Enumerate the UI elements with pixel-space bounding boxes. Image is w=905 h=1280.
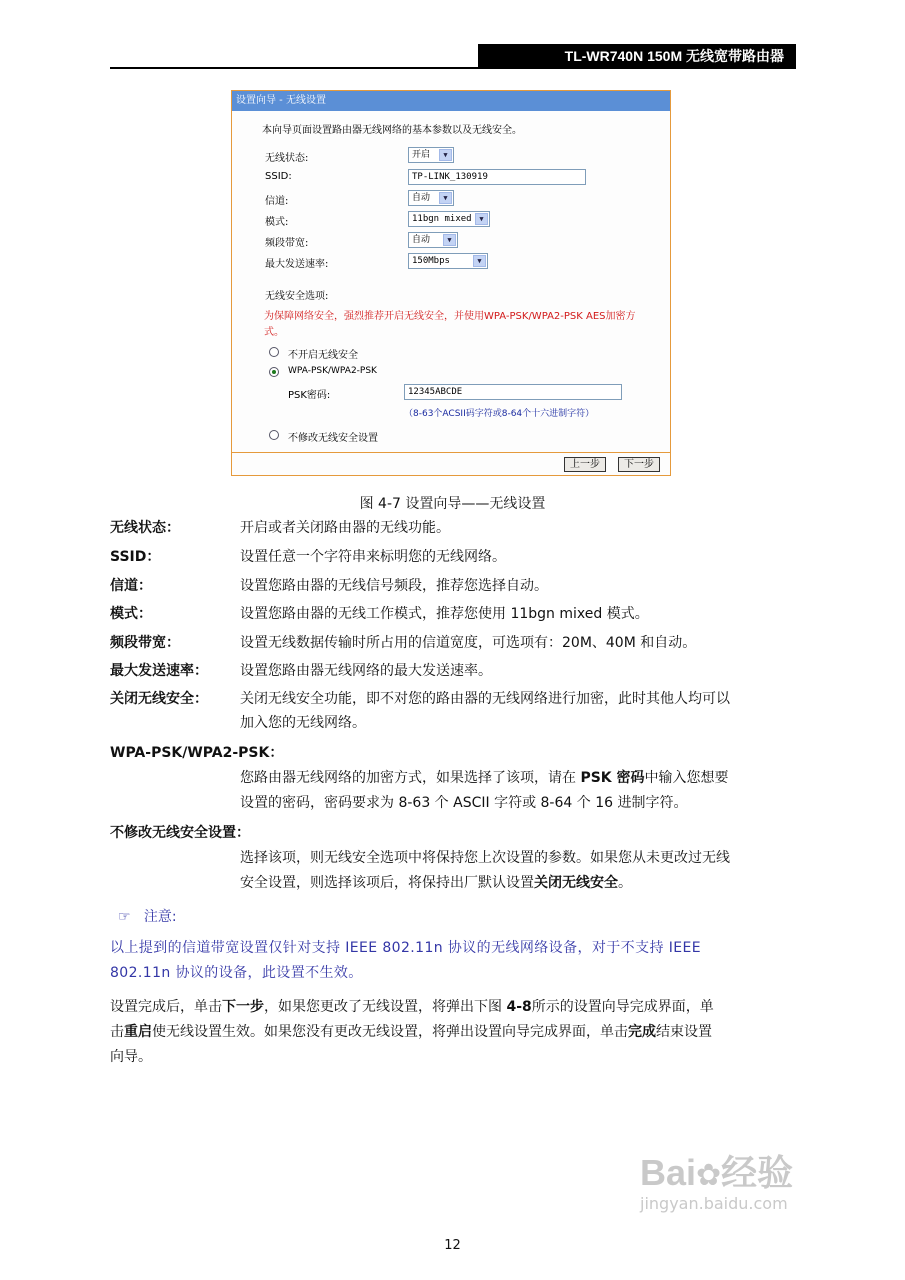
chevron-down-icon: ▼	[443, 234, 456, 246]
option-wpa-psk-label: WPA-PSK/WPA2-PSK	[288, 366, 377, 376]
desc-ssid: 设置任意一个字符串来标明您的无线网络。	[240, 549, 506, 565]
desc-mode: 设置您路由器的无线工作模式，推荐您使用 11bgn mixed 模式。	[240, 606, 649, 622]
desc-keep-security-line1: 选择该项，则无线安全选项中将保持您上次设置的参数。如果您从未更改过无线	[240, 850, 730, 866]
psk-password-input[interactable]: 12345ABCDE	[404, 384, 622, 400]
wizard-footer	[232, 452, 670, 475]
radio-security-off[interactable]	[269, 347, 279, 357]
desc-disable-security-line2: 加入您的无线网络。	[240, 715, 366, 731]
chevron-down-icon: ▼	[439, 149, 452, 161]
note-heading: ☞ 注意:	[118, 909, 177, 925]
desc-wpa-psk-line2: 设置的密码，密码要求为 8-63 个 ASCII 字符或 8-64 个 16 进制字符。	[240, 795, 688, 811]
router-wizard-screenshot	[231, 90, 671, 476]
psk-label: PSK密码:	[288, 390, 331, 401]
desc-max-rate: 设置您路由器无线网络的最大发送速率。	[240, 663, 492, 679]
note-body: 以上提到的信道带宽设置仅针对支持 IEEE 802.11n 协议的无线网络设备，对于不支持 IEEE 802.11n 协议的设备，此设置不生效。	[110, 940, 701, 981]
channel-select[interactable]: 自动 ▼	[408, 190, 454, 206]
term-mode: 模式：	[110, 606, 152, 622]
field-label-channel: 信道:	[265, 196, 289, 207]
desc-bandwidth: 设置无线数据传输时所占用的信道宽度，可选项有：20M、40M 和自动。	[240, 635, 697, 651]
wizard-title: 设置向导 - 无线设置	[232, 91, 670, 111]
field-label-wireless-status: 无线状态:	[265, 153, 309, 164]
term-bandwidth: 频段带宽：	[110, 635, 180, 651]
desc-wireless-status: 开启或者关闭路由器的无线功能。	[240, 520, 450, 536]
radio-wpa-psk[interactable]	[269, 367, 279, 377]
term-disable-security: 关闭无线安全：	[110, 691, 208, 707]
option-keep-security-label: 不修改无线安全设置	[288, 433, 378, 444]
baidu-watermark: Bai✿经验 jingyan.baidu.com	[640, 1152, 794, 1213]
security-warning-line2: 式。	[264, 327, 284, 338]
header-rule	[110, 67, 796, 69]
desc-keep-security-line2: 安全设置，则选择该项后，将保持出厂默认设置关闭无线安全。	[240, 875, 632, 891]
field-label-ssid: SSID:	[265, 171, 292, 182]
field-label-mode: 模式:	[265, 217, 289, 228]
wizard-description: 本向导页面设置路由器无线网络的基本参数以及无线安全。	[262, 125, 522, 136]
max-rate-select[interactable]: 150Mbps ▼	[408, 253, 488, 269]
desc-wpa-psk-line1: 您路由器无线网络的加密方式，如果选择了该项，请在 PSK 密码中输入您想要	[240, 770, 729, 786]
ssid-input[interactable]: TP-LINK_130919	[408, 169, 586, 185]
pointing-hand-icon: ☞	[118, 909, 131, 925]
header-product-title: TL-WR740N 150M 无线宽带路由器	[478, 44, 796, 68]
term-keep-security: 不修改无线安全设置：	[110, 825, 250, 841]
term-wpa-psk: WPA-PSK/WPA2-PSK：	[110, 745, 284, 761]
prev-button[interactable]: 上一步	[564, 457, 606, 472]
security-warning-line1: 为保障网络安全，强烈推荐开启无线安全，并使用WPA-PSK/WPA2-PSK AES加密方	[264, 311, 636, 322]
desc-channel: 设置您路由器的无线信号频段，推荐您选择自动。	[240, 578, 548, 594]
term-wireless-status: 无线状态：	[110, 520, 180, 536]
desc-disable-security-line1: 关闭无线安全功能，即不对您的路由器的无线网络进行加密，此时其他人均可以	[240, 691, 730, 707]
mode-select[interactable]: 11bgn mixed ▼	[408, 211, 490, 227]
term-channel: 信道：	[110, 578, 152, 594]
final-paragraph: 设置完成后，单击下一步，如果您更改了无线设置，将弹出下图 4-8所示的设置向导完成界面，单 击重启使无线设置生效。如果您没有更改无线设置，将弹出设置向导完成界面，单击完成结束设置 向导。	[110, 999, 714, 1065]
bandwidth-select[interactable]: 自动 ▼	[408, 232, 458, 248]
chevron-down-icon: ▼	[439, 192, 452, 204]
radio-keep-security[interactable]	[269, 430, 279, 440]
figure-caption: 图 4-7 设置向导——无线设置	[359, 496, 546, 512]
paw-icon: ✿	[696, 1158, 722, 1193]
field-label-max-rate: 最大发送速率:	[265, 259, 329, 270]
wireless-status-select[interactable]: 开启 ▼	[408, 147, 454, 163]
term-max-rate: 最大发送速率：	[110, 663, 208, 679]
option-security-off-label: 不开启无线安全	[288, 350, 358, 361]
term-ssid: SSID：	[110, 549, 161, 565]
security-options-title: 无线安全选项:	[265, 291, 329, 302]
psk-hint: （8-63个ACSII码字符或8-64个十六进制字符）	[404, 409, 595, 419]
chevron-down-icon: ▼	[473, 255, 486, 267]
page-number: 12	[444, 1238, 461, 1253]
field-label-bandwidth: 频段带宽:	[265, 238, 309, 249]
next-button[interactable]: 下一步	[618, 457, 660, 472]
chevron-down-icon: ▼	[475, 213, 488, 225]
